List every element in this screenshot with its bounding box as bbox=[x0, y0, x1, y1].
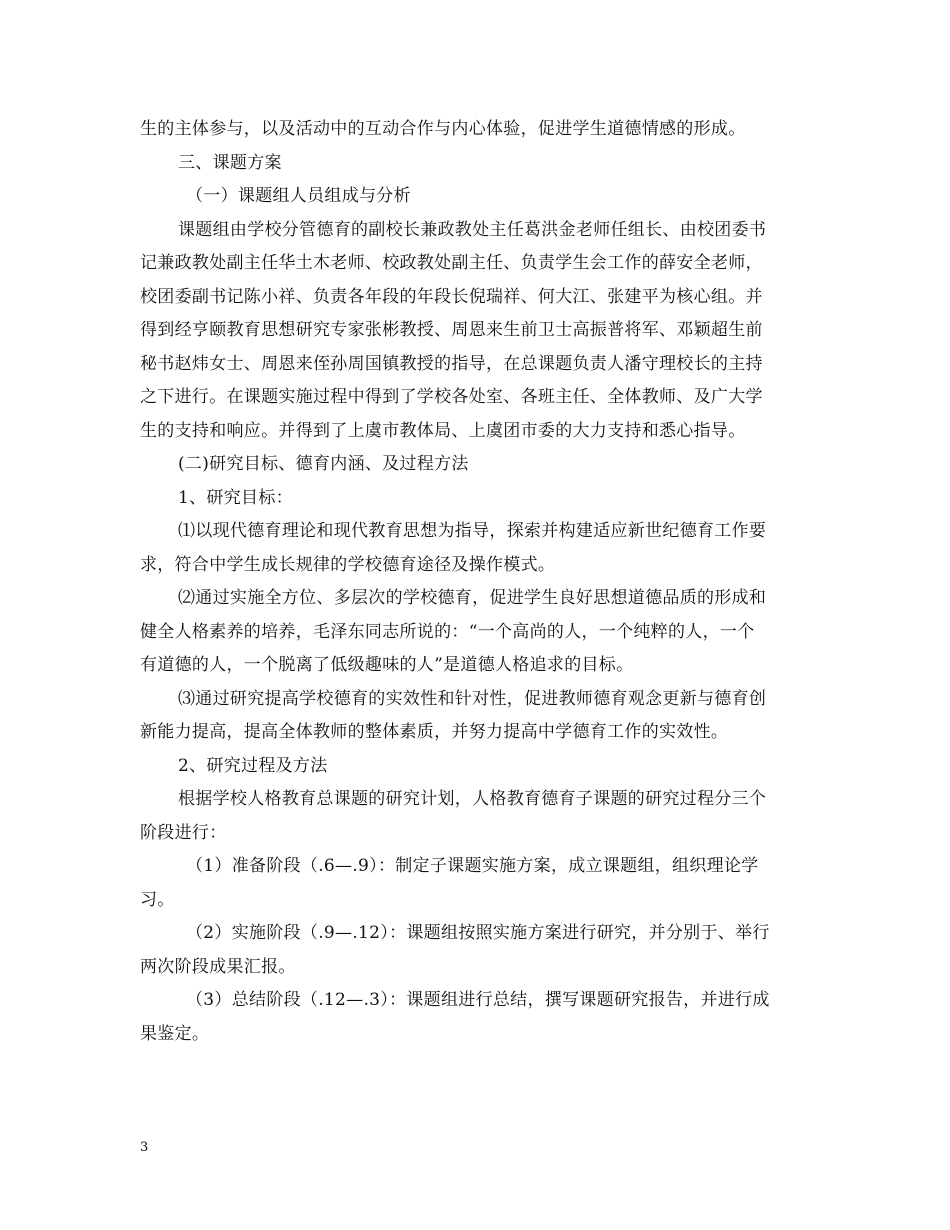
text-line: 健全人格素养的培养，毛泽东同志所说的：“一个高尚的人，一个纯粹的人，一个 bbox=[140, 622, 755, 642]
page-number: 3 bbox=[140, 1140, 149, 1155]
text-line: 记兼政教处副主任华土木老师、校政教处副主任、负责学生会工作的薛安全老师， bbox=[140, 253, 763, 273]
text-line: 秘书赵炜女士、周恩来侄孙周国镇教授的指导，在总课题负责人潘守理校长的主持 bbox=[140, 354, 763, 374]
text-line: 两次阶段成果汇报。 bbox=[140, 957, 296, 977]
text-line: 课题组由学校分管德育的副校长兼政教处主任葛洪金老师任组长、由校团委书 bbox=[178, 220, 767, 240]
subsection-heading: （一）课题组人员组成与分析 bbox=[186, 186, 411, 206]
text-line: 生的主体参与，以及活动中的互动合作与内心体验，促进学生道德情感的形成。 bbox=[140, 119, 746, 139]
subsection-heading: 1、研究目标： bbox=[178, 488, 293, 508]
text-line: 求，符合中学生成长规律的学校德育途径及操作模式。 bbox=[140, 555, 556, 575]
text-line: 果鉴定。 bbox=[140, 1024, 210, 1044]
text-line: 新能力提高，提高全体教师的整体素质，并努力提高中学德育工作的实效性。 bbox=[140, 722, 729, 742]
text-line: 得到经亨颐教育思想研究专家张彬教授、周恩来生前卫士高振普将军、邓颖超生前 bbox=[140, 320, 763, 340]
text-line: ⑶通过研究提高学校德育的实效性和针对性，促进教师德育观念更新与德育创 bbox=[178, 689, 767, 709]
text-line: 生的支持和响应。并得到了上虞市教体局、上虞团市委的大力支持和悉心指导。 bbox=[140, 421, 746, 441]
text-line: 习。 bbox=[140, 890, 175, 910]
text-line: ⑵通过实施全方位、多层次的学校德育，促进学生良好思想道德品质的形成和 bbox=[178, 588, 767, 608]
text-line: 阶段进行： bbox=[140, 823, 227, 843]
text-line: （2）实施阶段（.9—.12）：课题组按照实施方案进行研究，并分别于、举行 bbox=[186, 923, 770, 943]
text-line: （1）准备阶段（.6—.9）：制定子课题实施方案，成立课题组，组织理论学 bbox=[186, 856, 759, 876]
text-line: （3）总结阶段（.12—.3）：课题组进行总结，撰写课题研究报告，并进行成 bbox=[186, 990, 770, 1010]
text-line: 之下进行。在课题实施过程中得到了学校各处室、各班主任、全体教师、及广大学 bbox=[140, 387, 763, 407]
section-heading: 三、课题方案 bbox=[178, 153, 282, 173]
subsection-heading: 2、研究过程及方法 bbox=[178, 756, 328, 776]
text-line: 有道德的人，一个脱离了低级趣味的人”是道德人格追求的目标。 bbox=[140, 655, 634, 675]
text-line: 校团委副书记陈小祥、负责各年段的年段长倪瑞祥、何大江、张建平为核心组。并 bbox=[140, 287, 763, 307]
text-line: 根据学校人格教育总课题的研究计划，人格教育德育子课题的研究过程分三个 bbox=[178, 789, 767, 809]
subsection-heading: (二)研究目标、德育内涵、及过程方法 bbox=[178, 454, 469, 474]
text-line: ⑴以现代德育理论和现代教育思想为指导，探索并构建适应新世纪德育工作要 bbox=[178, 521, 767, 541]
